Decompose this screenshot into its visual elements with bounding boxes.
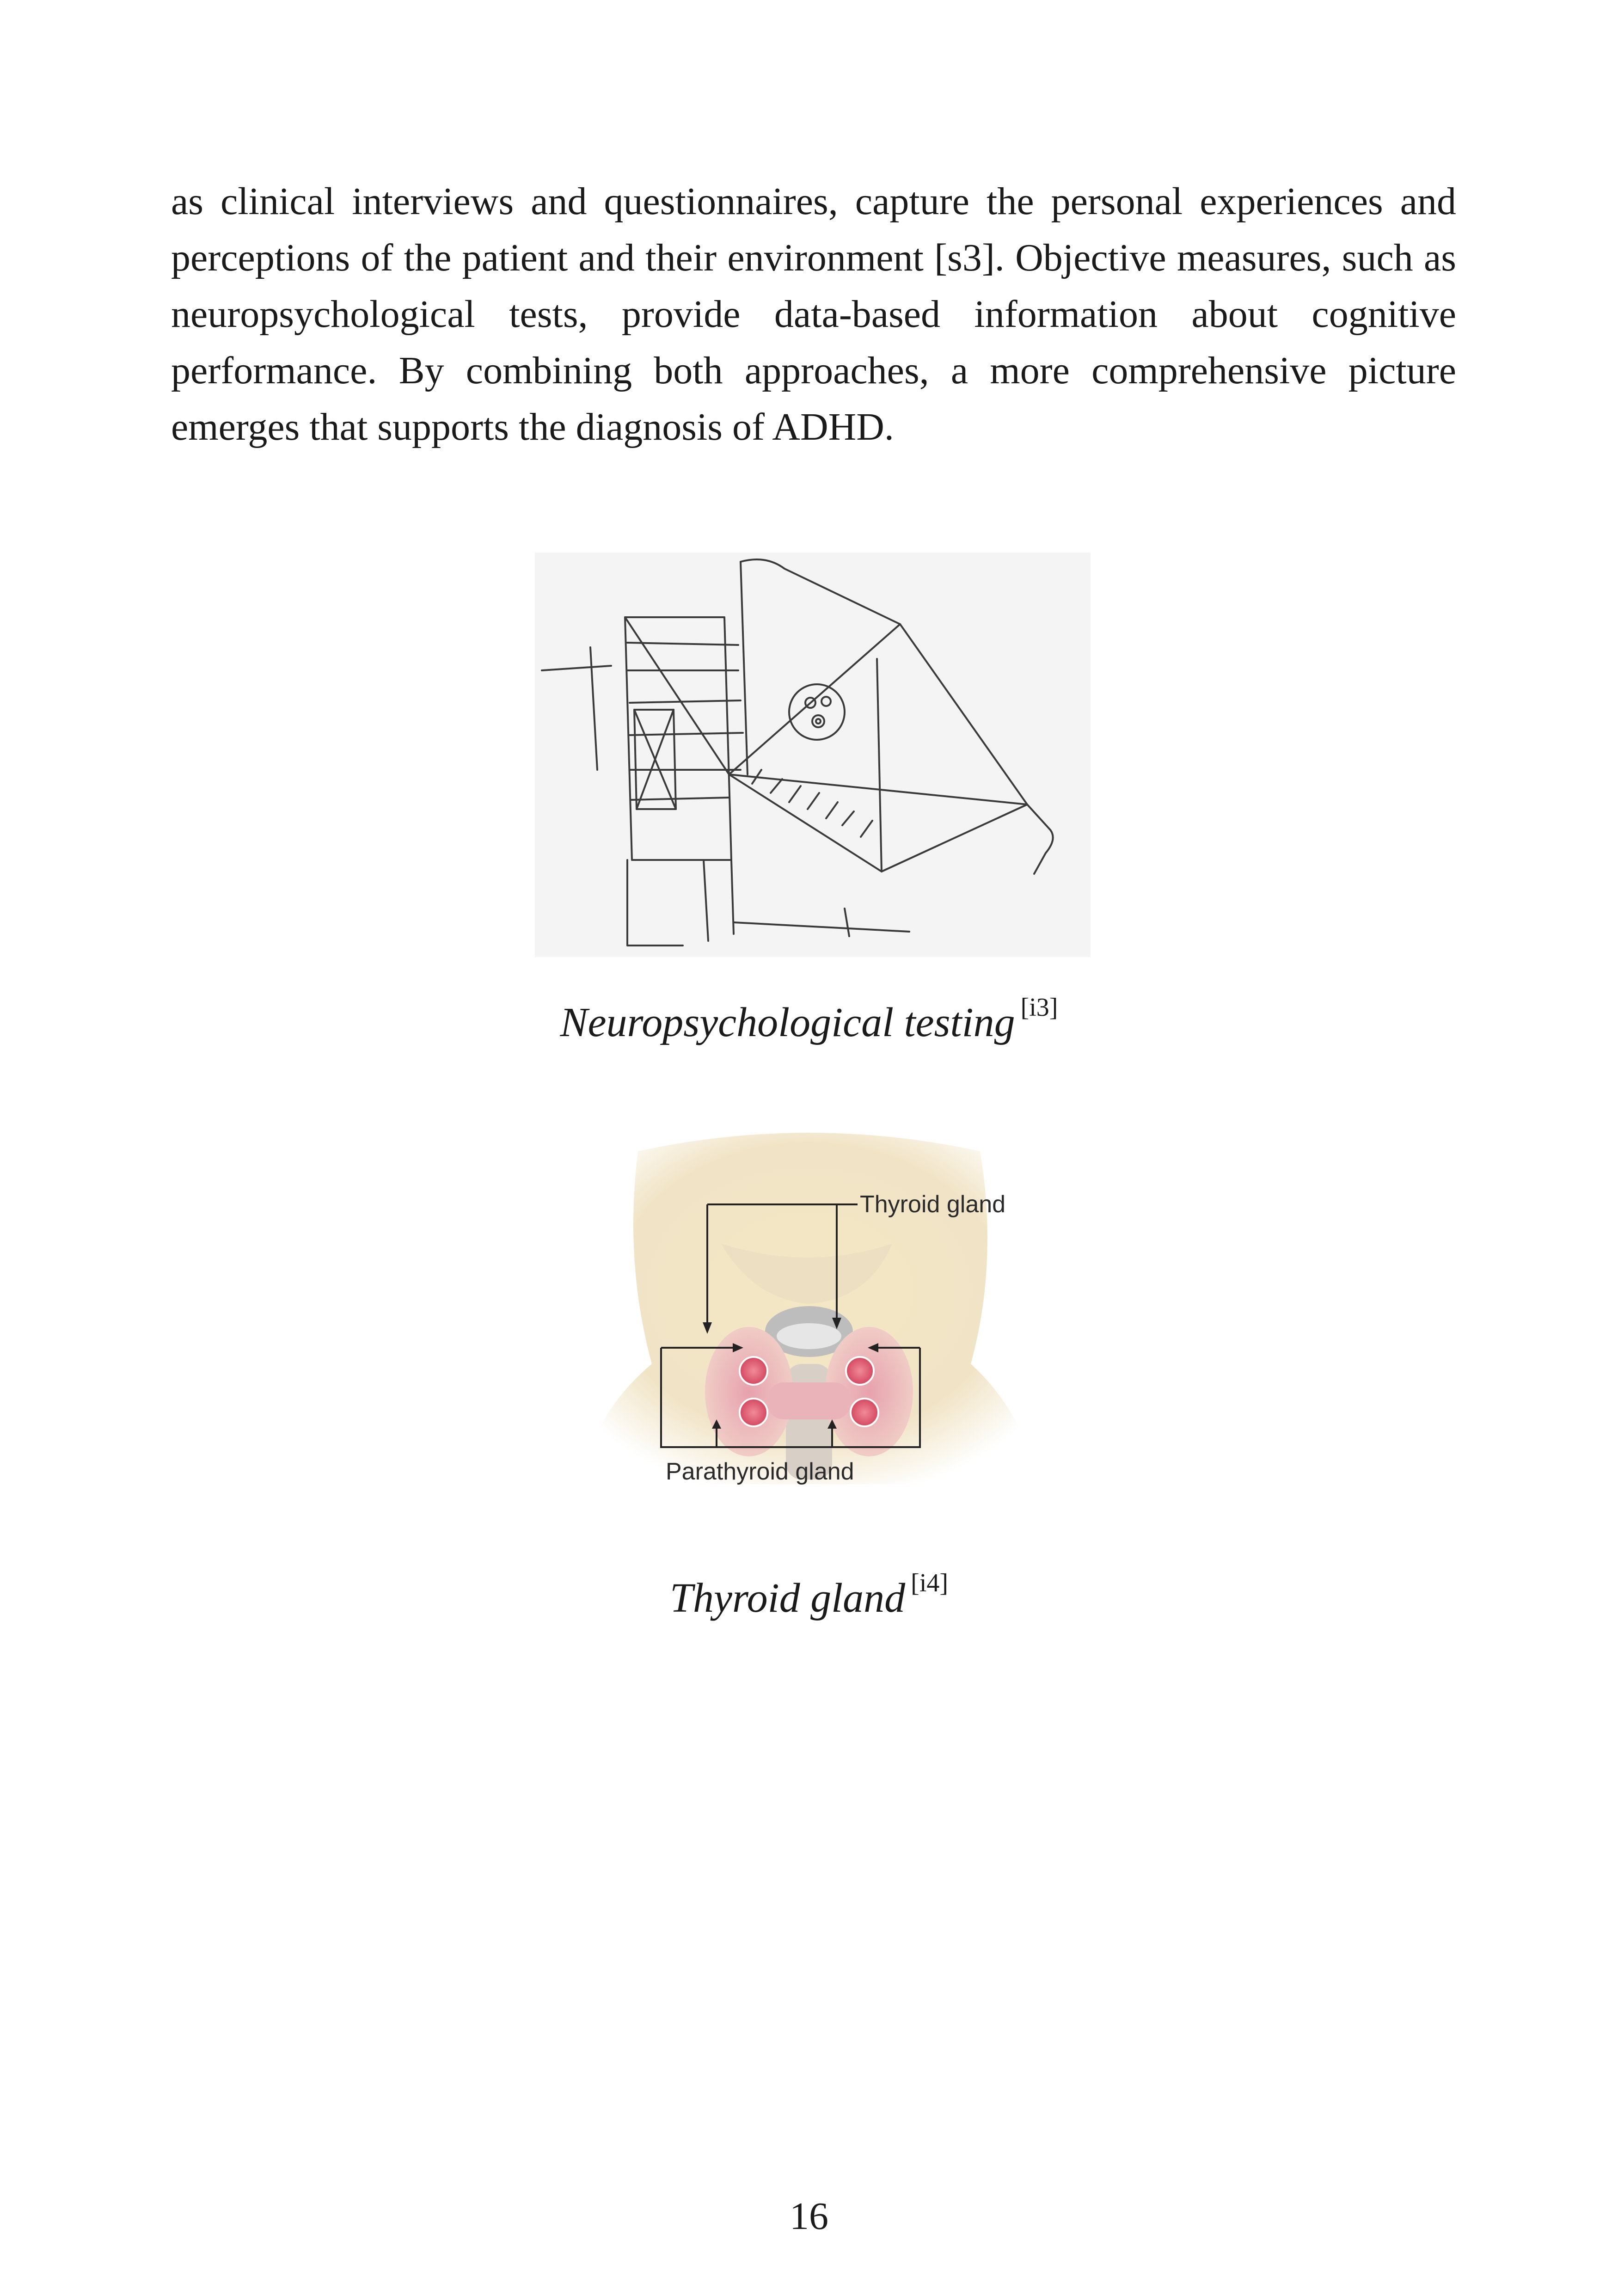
caption-reference: [i3] <box>1020 993 1058 1022</box>
caption-reference: [i4] <box>911 1569 949 1597</box>
parathyroid-gland-label: Parathyroid gland <box>666 1458 854 1485</box>
neuropsych-drawing-image <box>535 553 1091 957</box>
page-number: 16 <box>790 2195 828 2238</box>
thyroid-gland-label: Thyroid gland <box>860 1191 1006 1218</box>
caption-text: Neuropsychological testing <box>560 1000 1015 1045</box>
thyroid-illustration-image <box>569 1123 1049 1530</box>
figure-caption-neuropsych <box>0 993 1618 1046</box>
figure-caption-thyroid <box>0 1569 1618 1622</box>
caption-text: Thyroid gland <box>669 1575 906 1621</box>
body-paragraph: as clinical interviews and questionnaires, capture the personal experiences and perceptions of the patient and their environment [s3]. Objective measures, such as neuropsychological tests, provide data-based information about cognitive performance. By combining both approaches, a more comprehensive picture emerges that supports the diagnosis of ADHD. <box>171 180 1456 448</box>
